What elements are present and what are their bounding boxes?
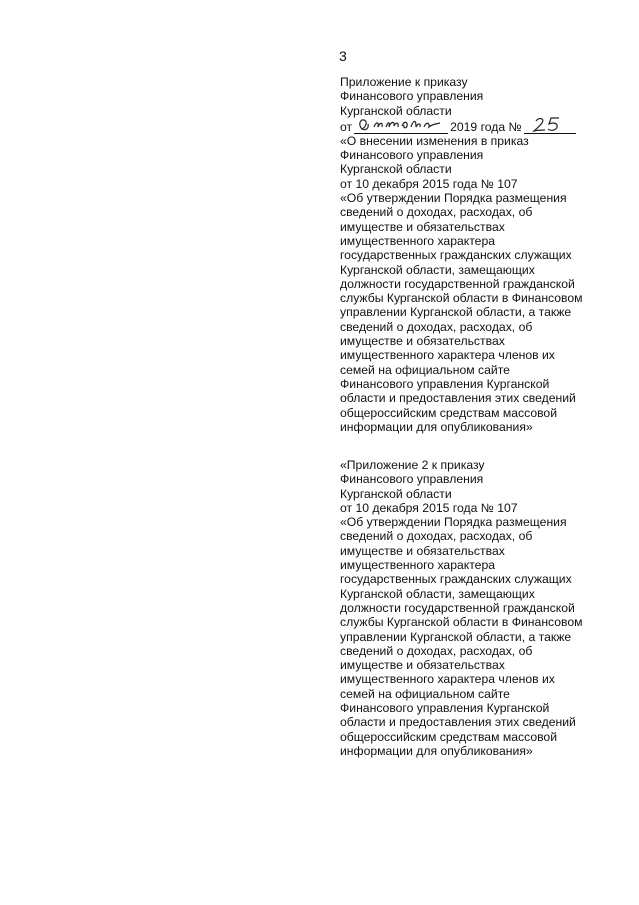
handwritten-date-ink: [354, 115, 448, 133]
year-and-number-label: 2019 года №: [450, 119, 522, 134]
appendix-line: Финансового управления: [340, 472, 484, 487]
body-line: сведений о доходах, расходах, об: [340, 205, 533, 220]
body-line: Курганской области: [340, 162, 452, 177]
handwritten-number-field: [524, 120, 576, 134]
body-line: службы Курганской области в Финансовом: [340, 291, 583, 306]
body-line: имущественного характера членов их: [340, 348, 555, 363]
header-line: Приложение к приказу: [340, 75, 468, 89]
body-line: «О внесении изменения в приказ: [340, 133, 529, 148]
date-prefix: от: [340, 119, 353, 134]
appendix-line: должности государственной гражданской: [340, 600, 575, 615]
body-line: общероссийским средствам массовой: [340, 405, 558, 420]
page-number: 3: [339, 48, 347, 64]
body-line: сведений о доходах, расходах, об: [340, 319, 533, 334]
body-line: Финансового управления Курганской: [340, 376, 550, 391]
order-date-number-line: [340, 118, 636, 134]
body-line: имуществе и обязательствах: [340, 219, 505, 234]
body-line: области и предоставления этих сведений: [340, 391, 576, 406]
appendix-line: от 10 декабря 2015 года № 107: [340, 500, 518, 515]
body-line: «Об утверждении Порядка размещения: [340, 191, 567, 206]
body-line: от 10 декабря 2015 года № 107: [340, 176, 518, 191]
appendix-line: информации для опубликования»: [340, 743, 533, 758]
body-line: семей на официальном сайте: [340, 362, 510, 377]
appendix-line: «Приложение 2 к приказу: [340, 458, 485, 472]
appendix-line: области и предоставления этих сведений: [340, 715, 576, 730]
header-line: Курганской области: [340, 103, 452, 118]
body-line: Финансового управления: [340, 148, 484, 163]
appendix-2-block: [340, 458, 636, 758]
appendix-line: имущественного характера членов их: [340, 672, 555, 687]
appendix-line: имущественного характера: [340, 558, 495, 573]
appendix-line: службы Курганской области в Финансовом: [340, 615, 583, 630]
body-line: должности государственной гражданской: [340, 276, 575, 291]
body-line: имуществе и обязательствах: [340, 334, 505, 349]
appendix-line: сведений о доходах, расходах, об: [340, 643, 533, 658]
appendix-line: государственных гражданских служащих: [340, 572, 572, 587]
handwritten-number-ink: [524, 115, 576, 133]
appendix-line: общероссийским средствам массовой: [340, 729, 558, 744]
body-line: имущественного характера: [340, 233, 495, 248]
appendix-line: имуществе и обязательствах: [340, 543, 505, 558]
appendix-line: имуществе и обязательствах: [340, 658, 505, 673]
appendix-line: семей на официальном сайте: [340, 686, 510, 701]
handwritten-date-field: [354, 120, 448, 134]
body-line: информации для опубликования»: [340, 419, 533, 434]
appendix-line: сведений о доходах, расходах, об: [340, 529, 533, 544]
header-line: Финансового управления: [340, 89, 484, 104]
body-line: управлении Курганской области, а также: [340, 305, 572, 320]
body-line: Курганской области, замещающих: [340, 262, 535, 277]
body-line: государственных гражданских служащих: [340, 248, 572, 263]
appendix-line: «Об утверждении Порядка размещения: [340, 515, 567, 530]
appendix-line: Курганской области: [340, 486, 452, 501]
appendix-line: Курганской области, замещающих: [340, 586, 535, 601]
appendix-line: Финансового управления Курганской: [340, 701, 550, 716]
appendix-line: управлении Курганской области, а также: [340, 629, 572, 644]
order-reference-block: [340, 75, 636, 434]
